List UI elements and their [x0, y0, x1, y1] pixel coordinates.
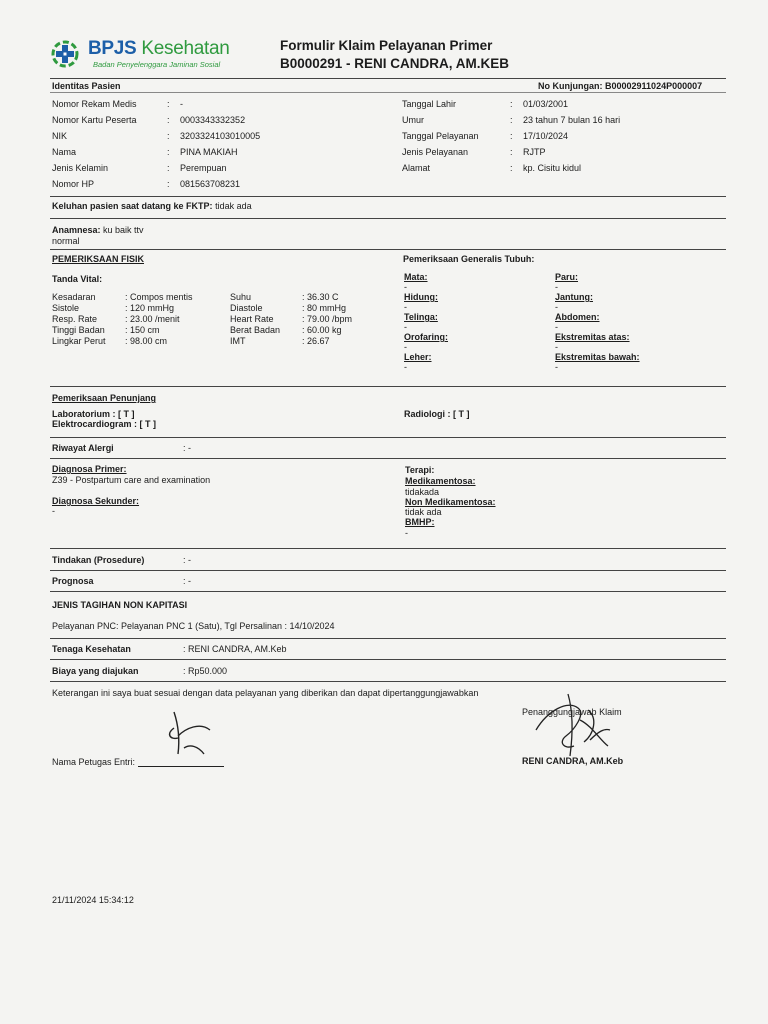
- generalis-label: Ekstremitas bawah:: [555, 352, 640, 362]
- identitas-value: 0003343332352: [180, 115, 246, 125]
- identitas-section-label: Identitas Pasien: [52, 81, 121, 91]
- generalis-value: -: [555, 342, 558, 352]
- bpjs-logo-icon: [50, 39, 80, 69]
- logo-brand: BPJS: [88, 38, 137, 59]
- identitas-colon: :: [167, 131, 170, 141]
- penanggung-label: Penanggungjawab Klaim: [522, 707, 622, 717]
- statement-text: Keterangan ini saya buat sesuai dengan data pelayanan yang diberikan dan dapat dipertanggungjawabkan: [52, 688, 479, 698]
- vital-value: : Compos mentis: [125, 292, 193, 302]
- generalis-label: Paru:: [555, 272, 579, 282]
- anamnesa-value: ku baik ttv: [103, 225, 144, 235]
- divider: [50, 92, 726, 93]
- identitas-value: 081563708231: [180, 179, 241, 189]
- divider: [50, 458, 726, 459]
- identitas-label: Nama: [52, 147, 77, 157]
- vital-value: : 60.00 kg: [302, 325, 342, 335]
- identitas-label: Jenis Kelamin: [52, 163, 109, 173]
- prognosa-value: : -: [183, 576, 191, 586]
- non-medikamentosa-value: tidak ada: [405, 507, 442, 517]
- generalis-label: Orofaring:: [404, 332, 448, 342]
- non-medikamentosa-label: Non Medikamentosa:: [405, 497, 496, 507]
- petugas-entri-line: [138, 766, 224, 767]
- anamnesa-value-line2: normal: [52, 236, 80, 246]
- radiologi: Radiologi : [ T ]: [404, 409, 470, 419]
- identitas-value: 01/03/2001: [523, 99, 569, 109]
- identitas-colon: :: [167, 179, 170, 189]
- vital-value: : 120 mmHg: [125, 303, 175, 313]
- tindakan-label: Tindakan (Prosedure): [52, 555, 145, 565]
- generalis-value: -: [555, 302, 558, 312]
- generalis-label: Abdomen:: [555, 312, 600, 322]
- generalis-value: -: [555, 322, 558, 332]
- identitas-colon: :: [510, 115, 513, 125]
- vital-label: IMT: [230, 336, 246, 346]
- generalis-label: Mata:: [404, 272, 428, 282]
- vital-label: Diastole: [230, 303, 263, 313]
- vital-label: Berat Badan: [230, 325, 281, 335]
- no-kunjungan-label: No Kunjungan:: [538, 81, 603, 91]
- penanggung-signature: [528, 690, 628, 760]
- vital-label: Sistole: [52, 303, 80, 313]
- identitas-label: Alamat: [402, 163, 431, 173]
- identitas-colon: :: [167, 163, 170, 173]
- anamnesa: [52, 225, 144, 235]
- biaya-label: Biaya yang diajukan: [52, 666, 139, 676]
- identitas-colon: :: [510, 131, 513, 141]
- diagnosa-primer-label: Diagnosa Primer:: [52, 464, 127, 474]
- generalis-value: -: [555, 282, 558, 292]
- generalis-value: -: [404, 342, 407, 352]
- identitas-value: 3203324103010005: [180, 131, 261, 141]
- identitas-label: Nomor Rekam Medis: [52, 99, 137, 109]
- logo-brand-kesehatan: Kesehatan: [141, 38, 230, 59]
- keluhan-label: Keluhan pasien saat datang ke FKTP:: [52, 201, 213, 211]
- identitas-colon: :: [167, 147, 170, 157]
- divider: [50, 591, 726, 592]
- divider: [50, 386, 726, 387]
- bmhp-label: BMHP:: [405, 517, 435, 527]
- laboratorium: Laboratorium : [ T ]: [52, 409, 135, 419]
- generalis-value: -: [404, 322, 407, 332]
- vital-label: Heart Rate: [230, 314, 274, 324]
- identitas-label: Nomor Kartu Peserta: [52, 115, 137, 125]
- divider: [50, 78, 726, 79]
- prognosa-label: Prognosa: [52, 576, 94, 586]
- identitas-label: Jenis Pelayanan: [402, 147, 469, 157]
- identitas-label: Umur: [402, 115, 424, 125]
- generalis-label: Ekstremitas atas:: [555, 332, 630, 342]
- tenaga-kesehatan-label: Tenaga Kesehatan: [52, 644, 131, 654]
- petugas-entri: [52, 757, 224, 767]
- biaya-value: : Rp50.000: [183, 666, 228, 676]
- timestamp: 21/11/2024 15:34:12: [52, 895, 134, 905]
- diagnosa-sekunder-value: -: [52, 506, 55, 516]
- medikamentosa-label: Medikamentosa:: [405, 476, 476, 486]
- generalis-label: Telinga:: [404, 312, 438, 322]
- identitas-label: Tanggal Lahir: [402, 99, 457, 109]
- identitas-colon: :: [510, 147, 513, 157]
- identitas-value: PINA MAKIAH: [180, 147, 238, 157]
- generalis-value: -: [404, 302, 407, 312]
- penanggung-name: RENI CANDRA, AM.Keb: [522, 756, 624, 766]
- bpjs-logo: [36, 36, 236, 76]
- identitas-value: 17/10/2024: [523, 131, 569, 141]
- form-title: Formulir Klaim Pelayanan Primer: [280, 38, 493, 53]
- riwayat-alergi-label: Riwayat Alergi: [52, 443, 114, 453]
- identitas-colon: :: [510, 99, 513, 109]
- elektrocardiogram: Elektrocardiogram : [ T ]: [52, 419, 157, 429]
- jenis-tagihan-value: Pelayanan PNC: Pelayanan PNC 1 (Satu), Tgl Persalinan : 14/10/2024: [52, 621, 335, 631]
- vital-value: : 23.00 /menit: [125, 314, 180, 324]
- tanda-vital-label: Tanda Vital:: [52, 274, 103, 284]
- vital-label: Resp. Rate: [52, 314, 98, 324]
- identitas-value: kp. Cisitu kidul: [523, 163, 582, 173]
- divider: [50, 681, 726, 682]
- no-kunjungan: [538, 81, 702, 91]
- terapi-label: Terapi:: [405, 465, 435, 475]
- vital-label: Suhu: [230, 292, 252, 302]
- keluhan: [52, 201, 252, 211]
- vital-label: Tinggi Badan: [52, 325, 105, 335]
- generalis-value: -: [555, 362, 558, 372]
- identitas-label: Nomor HP: [52, 179, 95, 189]
- generalis-section-label: Pemeriksaan Generalis Tubuh:: [403, 254, 535, 264]
- generalis-label: Hidung:: [404, 292, 438, 302]
- identitas-value: 23 tahun 7 bulan 16 hari: [523, 115, 621, 125]
- divider: [50, 218, 726, 219]
- generalis-value: -: [404, 362, 407, 372]
- keluhan-value: tidak ada: [215, 201, 252, 211]
- divider: [50, 638, 726, 639]
- diagnosa-sekunder-label: Diagnosa Sekunder:: [52, 496, 140, 506]
- medikamentosa-value: tidakada: [405, 487, 440, 497]
- pemeriksaan-fisik-label: PEMERIKSAAN FISIK: [52, 254, 145, 264]
- no-kunjungan-value: B00002911024P000007: [605, 81, 703, 91]
- penunjang-section-label: Pemeriksaan Penunjang: [52, 393, 157, 403]
- generalis-label: Jantung:: [555, 292, 593, 302]
- divider: [50, 437, 726, 438]
- vital-value: : 80 mmHg: [302, 303, 347, 313]
- identitas-colon: :: [510, 163, 513, 173]
- divider: [50, 659, 726, 660]
- diagnosa-primer-value: Z39 - Postpartum care and examination: [52, 475, 211, 485]
- identitas-colon: :: [167, 115, 170, 125]
- vital-value: : 98.00 cm: [125, 336, 168, 346]
- divider: [50, 249, 726, 250]
- divider: [50, 548, 726, 549]
- vital-value: : 79.00 /bpm: [302, 314, 353, 324]
- identitas-colon: :: [167, 99, 170, 109]
- vital-value: : 150 cm: [125, 325, 160, 335]
- generalis-value: -: [404, 282, 407, 292]
- bmhp-value: -: [405, 528, 408, 538]
- riwayat-alergi-value: : -: [183, 443, 191, 453]
- logo-subtitle: Badan Penyelenggara Jaminan Sosial: [93, 60, 221, 69]
- identitas-value: -: [180, 99, 183, 109]
- identitas-label: Tanggal Pelayanan: [402, 131, 479, 141]
- vital-label: Lingkar Perut: [52, 336, 106, 346]
- tindakan-value: : -: [183, 555, 191, 565]
- tenaga-kesehatan-value: : RENI CANDRA, AM.Keb: [183, 644, 287, 654]
- generalis-label: Leher:: [404, 352, 432, 362]
- identitas-value: RJTP: [523, 147, 546, 157]
- divider: [50, 570, 726, 571]
- anamnesa-label: Anamnesa:: [52, 225, 101, 235]
- divider: [50, 196, 726, 197]
- vital-label: Kesadaran: [52, 292, 96, 302]
- petugas-entri-label: Nama Petugas Entri:: [52, 757, 136, 767]
- identitas-label: NIK: [52, 131, 68, 141]
- vital-value: : 26.67: [302, 336, 330, 346]
- form-subtitle: B0000291 - RENI CANDRA, AM.KEB: [280, 56, 510, 71]
- jenis-tagihan-label: JENIS TAGIHAN NON KAPITASI: [52, 600, 188, 610]
- vital-value: : 36.30 C: [302, 292, 339, 302]
- identitas-value: Perempuan: [180, 163, 227, 173]
